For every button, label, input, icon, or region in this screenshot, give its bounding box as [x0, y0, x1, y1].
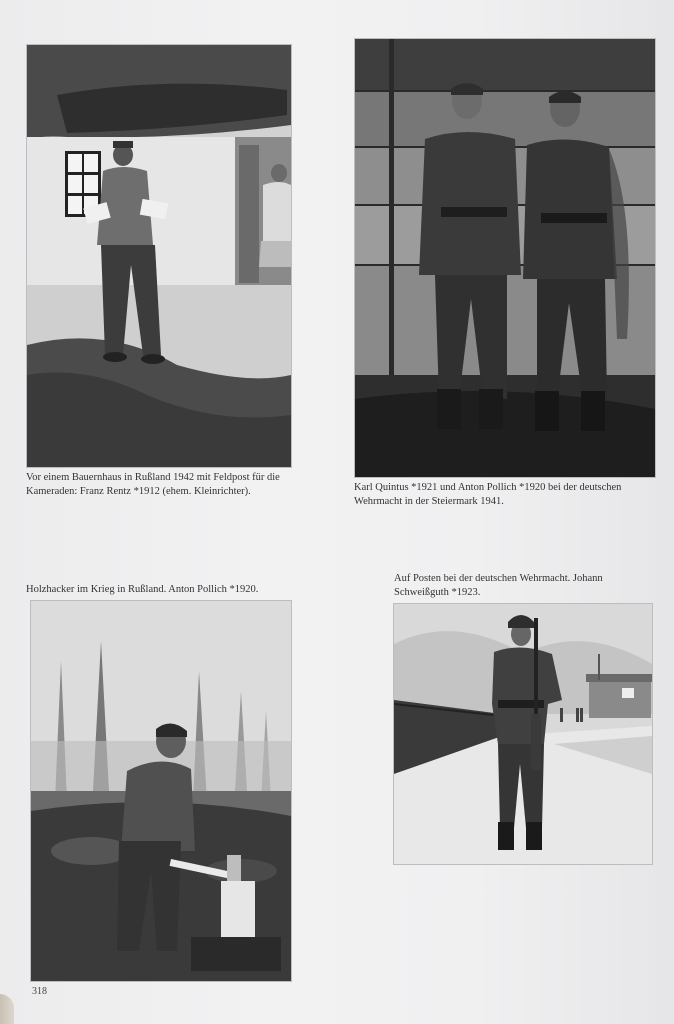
photo-two-soldiers — [354, 38, 656, 478]
two-soldiers-picture — [355, 39, 655, 477]
photo-sentry — [393, 603, 653, 865]
page-number: 318 — [32, 986, 47, 997]
caption-sentry: Auf Posten bei der deutschen Wehrmacht. Johann Schweißguth *1923. — [394, 573, 603, 598]
caption-farmhouse: Vor einem Bauernhaus in Rußland 1942 mit Feldpost für die Kameraden: Franz Rentz *1912 (ehem. Kleinrichter). — [26, 472, 280, 497]
farmhouse-picture — [27, 45, 291, 467]
photo-farmhouse — [26, 44, 292, 468]
sentry-picture — [394, 604, 652, 864]
caption-woodcutter: Holzhacker im Krieg in Rußland. Anton Pollich *1920. — [26, 584, 259, 595]
photo-woodcutter — [30, 600, 292, 982]
caption-two-soldiers: Karl Quintus *1921 und Anton Pollich *1920 bei der deutschen Wehrmacht in der Steiermark 1941. — [354, 482, 622, 507]
woodcutter-picture — [31, 601, 291, 981]
page-curl-corner — [0, 994, 14, 1024]
